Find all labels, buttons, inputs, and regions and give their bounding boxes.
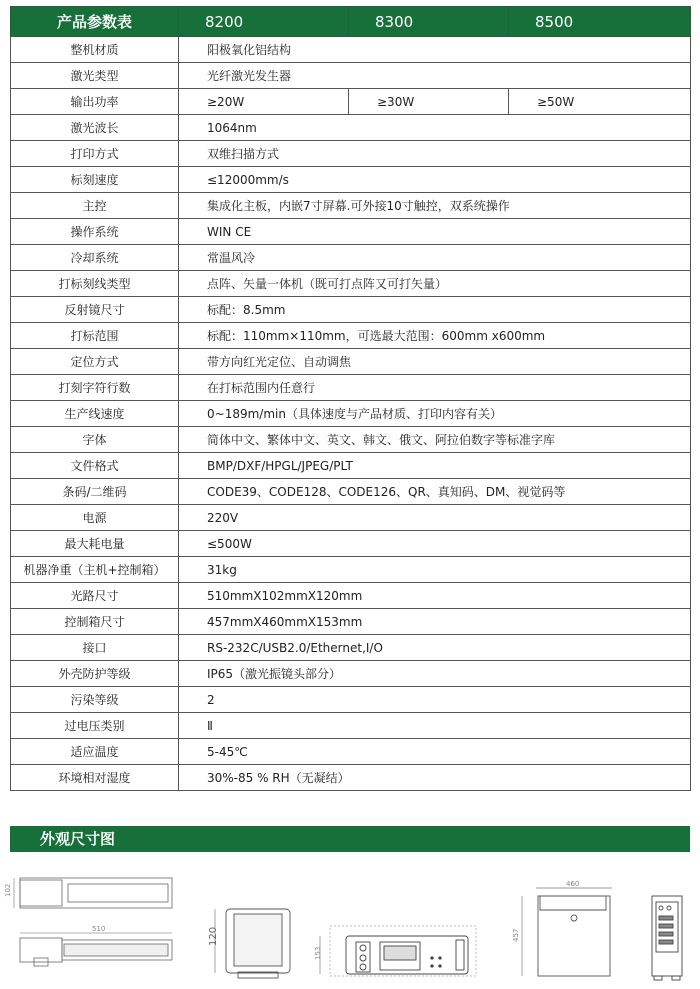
row-value: ≤500W [179, 531, 691, 557]
table-row [11, 609, 691, 635]
box-depth-label: 153 [314, 946, 322, 960]
row-value: 457mmX460mmX153mm [179, 609, 691, 635]
row-value-model-1: ≥20W [179, 89, 349, 115]
row-value: 标配：8.5mm [179, 297, 691, 323]
row-value: 在打标范围内任意行 [179, 375, 691, 401]
row-label: 反射镜尺寸 [11, 297, 179, 323]
row-value: CODE39、CODE128、CODE126、QR、真知码、DM、视觉码等 [179, 479, 691, 505]
row-label: 接口 [11, 635, 179, 661]
table-row [11, 349, 691, 375]
row-label: 标刻速度 [11, 167, 179, 193]
table-row [11, 375, 691, 401]
model-8500: 8500 [509, 7, 691, 37]
table-row [11, 141, 691, 167]
model-8200: 8200 [179, 7, 349, 37]
table-row [11, 531, 691, 557]
row-value: 标配：110mm×110mm，可选最大范围：600mm x600mm [179, 323, 691, 349]
row-value: BMP/DXF/HPGL/JPEG/PLT [179, 453, 691, 479]
table-row [11, 453, 691, 479]
row-label: 文件格式 [11, 453, 179, 479]
row-label: 生产线速度 [11, 401, 179, 427]
row-value: 常温风冷 [179, 245, 691, 271]
row-label: 操作系统 [11, 219, 179, 245]
table-row [11, 583, 691, 609]
row-value: IP65（激光振镜头部分） [179, 661, 691, 687]
row-value: 30%-85 % RH（无凝结） [179, 765, 691, 791]
row-label: 过电压类别 [11, 713, 179, 739]
row-label: 控制箱尺寸 [11, 609, 179, 635]
table-row [11, 739, 691, 765]
row-label: 冷却系统 [11, 245, 179, 271]
row-value: 简体中文、繁体中文、英文、韩文、俄文、阿拉伯数字等标准字库 [179, 427, 691, 453]
row-label: 电源 [11, 505, 179, 531]
row-label: 机器净重（主机+控制箱） [11, 557, 179, 583]
row-value: 2 [179, 687, 691, 713]
optic-height-label: 102 [4, 883, 12, 897]
row-value: Ⅱ [179, 713, 691, 739]
row-label: 污染等级 [11, 687, 179, 713]
control-box-front-view [320, 926, 476, 976]
dimension-drawings-svg [0, 862, 700, 989]
row-label: 激光类型 [11, 63, 179, 89]
row-label: 打标刻线类型 [11, 271, 179, 297]
table-row [11, 89, 691, 115]
row-label: 环境相对湿度 [11, 765, 179, 791]
row-label: 打印方式 [11, 141, 179, 167]
table-row [11, 193, 691, 219]
row-value: WIN CE [179, 219, 691, 245]
row-label: 字体 [11, 427, 179, 453]
table-row [11, 401, 691, 427]
table-row [11, 427, 691, 453]
row-value: 31kg [179, 557, 691, 583]
row-value-model-3: ≥50W [509, 89, 691, 115]
control-box-rear-view [652, 896, 682, 980]
row-label: 输出功率 [11, 89, 179, 115]
box-height-label: 457 [512, 928, 520, 942]
row-value: 510mmX102mmX120mm [179, 583, 691, 609]
row-value: 1064nm [179, 115, 691, 141]
row-label: 定位方式 [11, 349, 179, 375]
head-height-label: 120 [208, 926, 219, 946]
table-row [11, 557, 691, 583]
table-row [11, 37, 691, 63]
table-row [11, 167, 691, 193]
row-value: 0~189m/min（具体速度与产品材质、打印内容有关） [179, 401, 691, 427]
row-value: 阳极氧化铝结构 [179, 37, 691, 63]
row-label: 打标范围 [11, 323, 179, 349]
model-8300: 8300 [349, 7, 509, 37]
dimensions-section-title: 外观尺寸图 [10, 826, 690, 852]
row-label: 整机材质 [11, 37, 179, 63]
table-title: 产品参数表 [11, 7, 179, 37]
row-label: 最大耗电量 [11, 531, 179, 557]
table-header-row [11, 7, 691, 37]
spec-table-body [11, 37, 691, 791]
spec-table [10, 6, 691, 791]
row-value: 集成化主板，内嵌7寸屏幕.可外接10寸触控，双系统操作 [179, 193, 691, 219]
table-row [11, 297, 691, 323]
table-row [11, 219, 691, 245]
table-row [11, 661, 691, 687]
row-value: 点阵、矢量一体机（既可打点阵又可打矢量） [179, 271, 691, 297]
table-row [11, 271, 691, 297]
optic-head-front-view [20, 933, 172, 966]
row-value: 光纤激光发生器 [179, 63, 691, 89]
scan-head-view [215, 909, 290, 978]
row-value: RS-232C/USB2.0/Ethernet,I/O [179, 635, 691, 661]
table-row [11, 635, 691, 661]
table-row [11, 323, 691, 349]
row-value: ≤12000mm/s [179, 167, 691, 193]
box-width-label: 460 [566, 880, 580, 888]
row-label: 激光波长 [11, 115, 179, 141]
row-value: 带方向红光定位、自动调焦 [179, 349, 691, 375]
row-label: 条码/二维码 [11, 479, 179, 505]
row-value: 220V [179, 505, 691, 531]
control-box-side-view [522, 888, 612, 976]
row-label: 光路尺寸 [11, 583, 179, 609]
table-row [11, 63, 691, 89]
row-label: 主控 [11, 193, 179, 219]
dimension-drawings [0, 862, 700, 989]
row-value-model-2: ≥30W [349, 89, 509, 115]
table-row [11, 505, 691, 531]
table-row [11, 479, 691, 505]
row-value: 双维扫描方式 [179, 141, 691, 167]
table-row [11, 713, 691, 739]
table-row [11, 245, 691, 271]
optic-head-top-view [14, 878, 172, 908]
table-row [11, 687, 691, 713]
row-value: 5-45℃ [179, 739, 691, 765]
row-label: 外壳防护等级 [11, 661, 179, 687]
optic-length-label: 510 [92, 925, 106, 933]
row-label: 打刻字符行数 [11, 375, 179, 401]
table-row [11, 765, 691, 791]
row-label: 适应温度 [11, 739, 179, 765]
table-row [11, 115, 691, 141]
